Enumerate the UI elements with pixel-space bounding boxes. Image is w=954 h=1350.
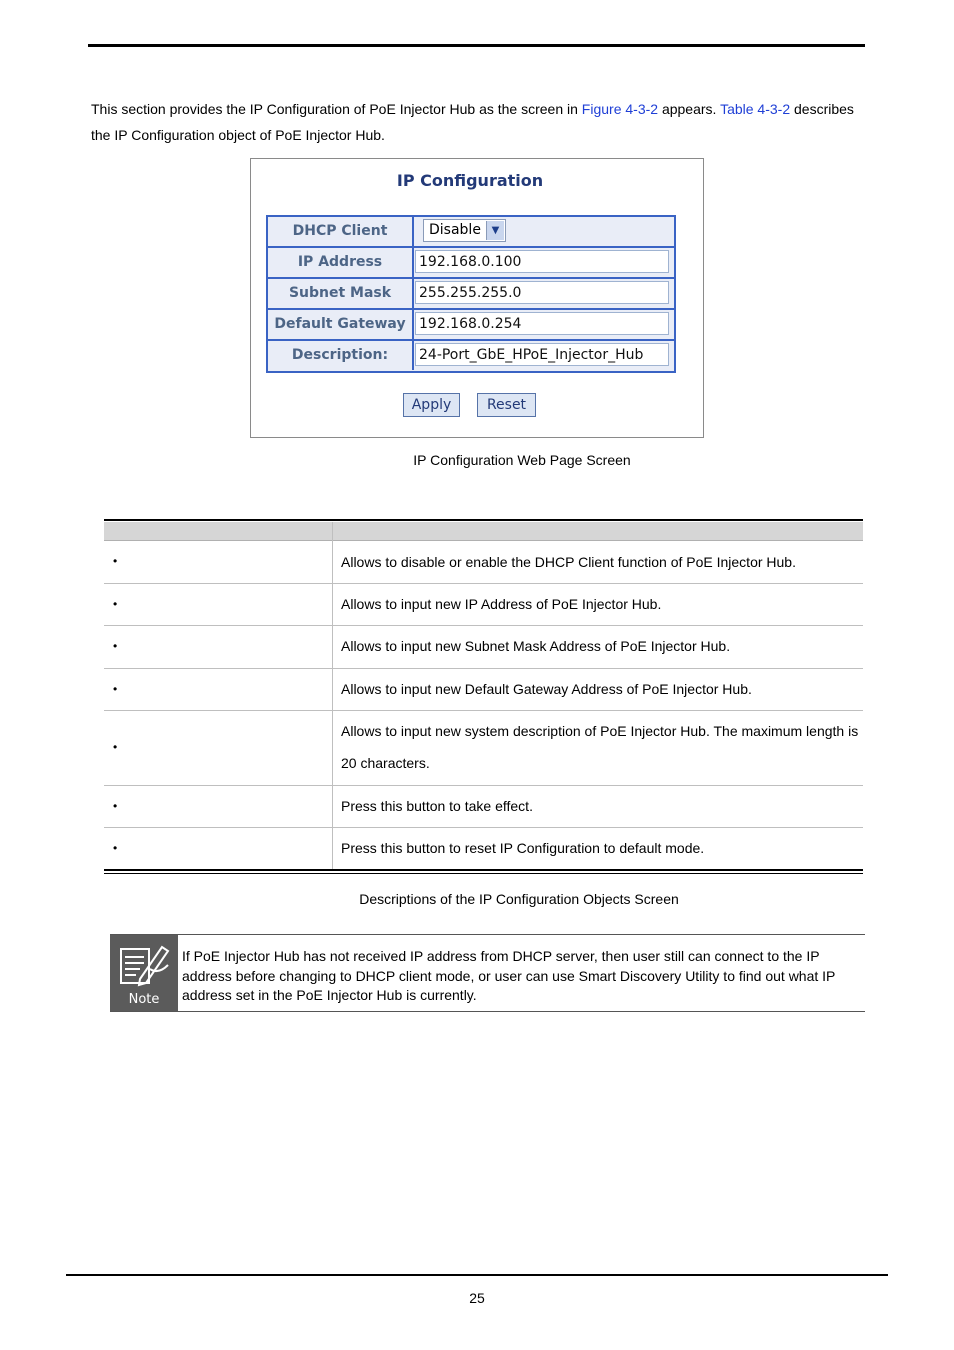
default-gateway-input[interactable]: 192.168.0.254 [415, 312, 669, 335]
dhcp-client-row [268, 217, 674, 246]
table-row [104, 828, 863, 869]
bullet: • [113, 841, 118, 855]
bullet: • [113, 639, 118, 653]
description-row [268, 341, 674, 370]
subnet-mask-input[interactable]: 255.255.255.0 [415, 281, 669, 304]
intro-text-3: describes the IP Configuration object of PoE Injector Hub. [91, 101, 854, 143]
ip-address-row [268, 248, 674, 277]
ip-configuration-screenshot [250, 158, 704, 438]
subnet-mask-row [268, 279, 674, 308]
default-gateway-label: Default Gateway [268, 310, 414, 339]
row-description: Press this button to take effect. [341, 798, 533, 814]
bullet: • [113, 554, 118, 568]
bullet: • [113, 740, 118, 754]
chevron-down-icon[interactable]: ▼ [486, 221, 504, 240]
table-caption: Descriptions of the IP Configuration Objects Screen [359, 891, 679, 907]
note-icon [110, 935, 178, 1011]
row-description: Allows to input new Default Gateway Address of PoE Injector Hub. [341, 681, 752, 697]
table-bottom-rule [104, 873, 863, 874]
table-row [104, 786, 863, 828]
table-bottom-rule [104, 869, 863, 871]
row-description: Press this button to reset IP Configuration to default mode. [341, 840, 705, 856]
default-gateway-row [268, 310, 674, 339]
table-row [104, 584, 863, 626]
note-bottom-rule [110, 1011, 865, 1012]
table-row [104, 541, 863, 584]
note-label: Note [128, 992, 160, 1007]
reset-button[interactable]: Reset [477, 393, 536, 417]
dhcp-client-select[interactable] [423, 219, 506, 242]
header-rule [88, 44, 865, 47]
intro-text-1: This section provides the IP Configuration of PoE Injector Hub as the screen in [91, 101, 582, 117]
row-description: Allows to input new system description of PoE Injector Hub. The maximum length is 20 characters. [341, 723, 859, 771]
figure-link[interactable]: Figure 4-3-2 [581, 101, 659, 117]
table-row [104, 711, 863, 786]
ip-config-title: IP Configuration [396, 171, 544, 190]
figure-caption: IP Configuration Web Page Screen [413, 452, 631, 468]
description-input[interactable]: 24-Port_GbE_HPoE_Injector_Hub [415, 343, 669, 366]
page-number: 25 [469, 1290, 485, 1306]
note-text: If PoE Injector Hub has not received IP address from DHCP server, then user still can connect to the IP address before changing to DHCP client mode, or user can use Smart Discovery Utility to find out what IP address set in the PoE Injector Hub is currently. [182, 948, 836, 1003]
subnet-mask-label: Subnet Mask [268, 279, 414, 308]
note-top-rule [110, 934, 865, 935]
row-description: Allows to disable or enable the DHCP Client function of PoE Injector Hub. [341, 554, 796, 570]
ip-config-table [266, 215, 676, 373]
intro-text-2: appears. [658, 101, 721, 117]
footer-rule [66, 1274, 888, 1276]
table-row [104, 669, 863, 711]
description-label: Description: [268, 341, 414, 370]
row-description: Allows to input new IP Address of PoE Injector Hub. [341, 596, 662, 612]
table-top-rule [104, 519, 863, 521]
dhcp-client-value: Disable [429, 222, 481, 238]
pencil-paper-icon [110, 935, 178, 993]
ip-address-input[interactable]: 192.168.0.100 [415, 250, 669, 273]
table-row [104, 626, 863, 669]
table-link[interactable]: Table 4-3-2 [720, 101, 791, 117]
intro-paragraph [91, 96, 871, 148]
bullet: • [113, 799, 118, 813]
bullet: • [113, 597, 118, 611]
apply-button[interactable]: Apply [403, 393, 460, 417]
ip-address-label: IP Address [268, 248, 414, 277]
dhcp-client-label: DHCP Client [268, 217, 414, 246]
bullet: • [113, 682, 118, 696]
row-description: Allows to input new Subnet Mask Address of PoE Injector Hub. [341, 638, 731, 654]
table-header-row [104, 522, 863, 541]
